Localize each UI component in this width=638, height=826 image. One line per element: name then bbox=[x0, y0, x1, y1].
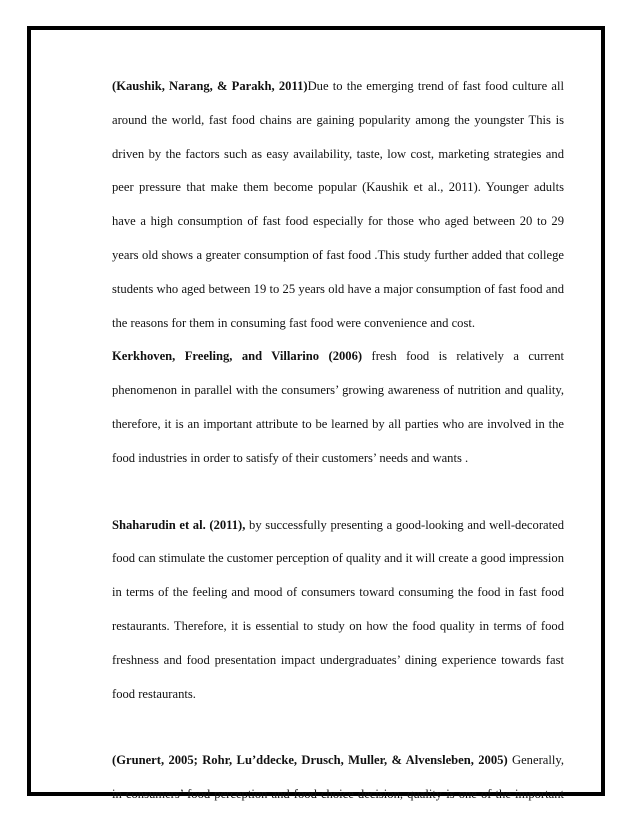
text-line: food restaurants. bbox=[112, 686, 196, 701]
line-text: by successfully presenting a good-looking and well-decorated bbox=[245, 517, 564, 532]
citation: (Grunert, 2005; Rohr, Lu’ddecke, Drusch, Muller, & Alvensleben, 2005) bbox=[112, 753, 508, 768]
text-line bbox=[112, 340, 564, 374]
text-line: phenomenon in parallel with the consumers’ growing awareness of nutrition and quality, bbox=[112, 383, 564, 398]
paragraph-spacer bbox=[112, 476, 564, 509]
text-line: around the world, fast food chains are gaining popularity among the youngster This is bbox=[112, 112, 564, 127]
text-line: have a high consumption of fast food especially for those who aged between 20 to 29 bbox=[112, 214, 564, 229]
paragraph-shaharudin bbox=[112, 509, 564, 712]
text-line: the reasons for them in consuming fast food were convenience and cost. bbox=[112, 315, 476, 330]
text-line: students who aged between 19 to 25 years old have a major consumption of fast food and bbox=[112, 281, 564, 296]
text-line: therefore, it is an important attribute to be learned by all parties who are involved in the bbox=[112, 416, 564, 431]
text-line: food can stimulate the customer perception of quality and it will create a good impression bbox=[112, 551, 564, 566]
paragraph-spacer bbox=[112, 711, 564, 744]
text-line: driven by the factors such as easy availability, taste, low cost, marketing strategies and bbox=[112, 146, 564, 161]
citation: Shaharudin et al. (2011), bbox=[112, 517, 246, 532]
text-line: years old shows a greater consumption of fast food .This study further added that college bbox=[112, 247, 564, 262]
document-body bbox=[112, 70, 564, 812]
paragraph-grunert bbox=[112, 744, 564, 812]
line-text: Due to the emerging trend of fast food culture all bbox=[307, 79, 564, 93]
text-line bbox=[112, 70, 564, 104]
text-line: freshness and food presentation impact undergraduates’ dining experience towards fast bbox=[112, 652, 564, 667]
line-text: Generally, bbox=[507, 753, 564, 768]
citation: Kerkhoven, Freeling, and Villarino (2006) bbox=[112, 349, 363, 364]
text-line bbox=[112, 744, 564, 778]
text-line: in consumers’ food perception and food choice decision, quality is one of the important bbox=[112, 787, 564, 802]
text-line: food industries in order to satisfy of their customers’ needs and wants . bbox=[112, 450, 469, 465]
text-line bbox=[112, 509, 564, 543]
text-line: in terms of the feeling and mood of consumers toward consuming the food in fast food bbox=[112, 585, 564, 600]
text-line: peer pressure that make them become popular (Kaushik et al., 2011). Younger adults bbox=[112, 180, 564, 195]
paragraph-kaushik bbox=[112, 70, 564, 340]
text-line: restaurants. Therefore, it is essential to study on how the food quality in terms of food bbox=[112, 618, 564, 633]
paragraph-kerkhoven bbox=[112, 340, 564, 475]
line-text: fresh food is relatively a current bbox=[362, 349, 564, 364]
citation: (Kaushik, Narang, & Parakh, 2011) bbox=[112, 79, 308, 93]
